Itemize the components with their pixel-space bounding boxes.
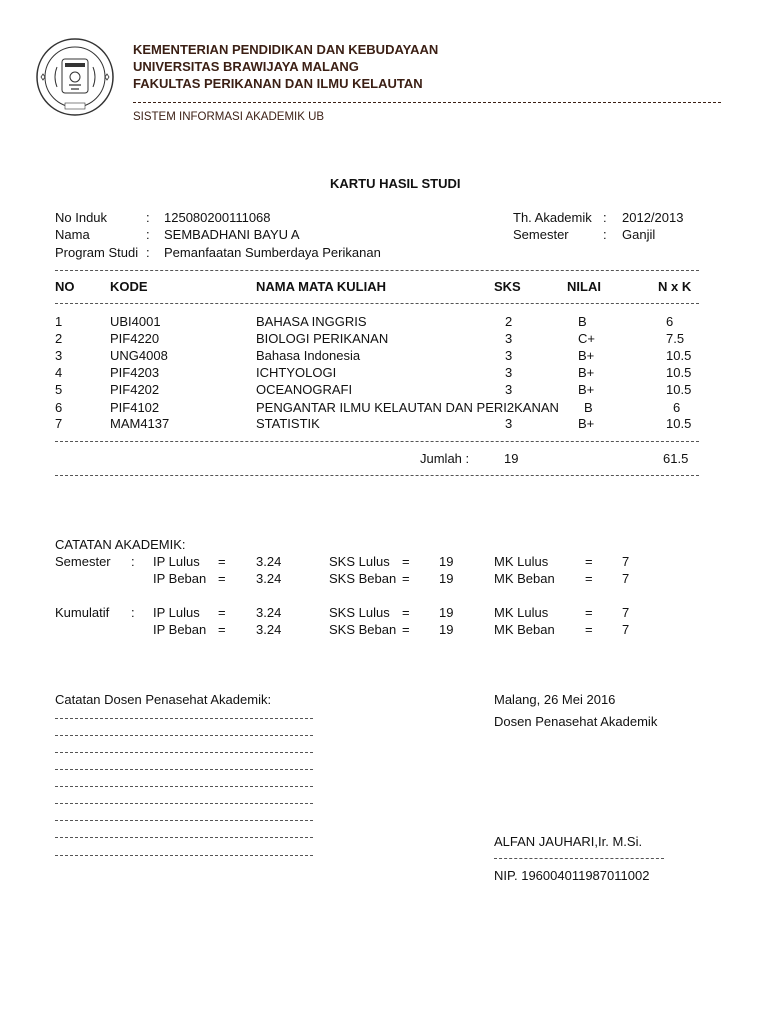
kumulatif-beban-row [0, 622, 768, 639]
university-name: UNIVERSITAS BRAWIJAYA MALANG [133, 59, 359, 74]
header-nama: NAMA MATA KULIAH [256, 279, 386, 294]
colon: : [603, 210, 607, 225]
table-row [0, 348, 768, 365]
colon: : [603, 227, 607, 242]
cell-nama: STATISTIK [256, 416, 320, 431]
cell-nxk: 6 [673, 400, 681, 415]
equals: = [585, 605, 593, 620]
equals: = [218, 605, 226, 620]
catatan-title: CATATAN AKADEMIK: [55, 537, 186, 552]
mk-beban-label: MK Beban [494, 622, 555, 637]
th-akademik-label: Th. Akademik [513, 210, 592, 225]
cell-sks: 3 [505, 331, 513, 346]
ip-lulus-label: IP Lulus [153, 605, 200, 620]
table-bottom-divider [55, 441, 699, 442]
nama-value: SEMBADHANI BAYU A [164, 227, 300, 242]
kumulatif-lulus-row [0, 605, 768, 622]
table-top-divider [55, 270, 699, 271]
mk-lulus-value: 7 [622, 605, 630, 620]
faculty-name: FAKULTAS PERIKANAN DAN ILMU KELAUTAN [133, 76, 423, 91]
sks-beban-label: SKS Beban [329, 571, 397, 586]
signature-line [494, 858, 664, 859]
cell-sks: 3 [505, 365, 513, 380]
cell-kode: MAM4137 [110, 416, 170, 431]
dosen-nip: NIP. 196004011987011002 [494, 868, 650, 883]
colon: : [146, 227, 150, 242]
cell-kode: PIF4203 [110, 365, 160, 380]
ip-beban-label: IP Beban [153, 571, 207, 586]
university-logo [35, 37, 115, 117]
cell-no: 4 [55, 365, 63, 380]
prodi-label: Program Studi [55, 245, 139, 260]
table-row [0, 400, 768, 417]
cell-no: 7 [55, 416, 63, 431]
cell-nama: Bahasa Indonesia [256, 348, 361, 363]
colon: : [131, 554, 135, 569]
cell-kode: UNG4008 [110, 348, 168, 363]
system-name: SISTEM INFORMASI AKADEMIK UB [133, 111, 325, 123]
cell-nxk: 10.5 [666, 348, 692, 363]
note-line [55, 769, 313, 770]
cell-nilai: B+ [578, 365, 595, 380]
cell-sks: 2 [505, 314, 513, 329]
no-induk-value: 125080200111068 [164, 210, 271, 225]
note-line [55, 803, 313, 804]
cell-no: 1 [55, 314, 63, 329]
document-title: KARTU HASIL STUDI [330, 176, 461, 191]
jumlah-nxk: 61.5 [663, 451, 689, 466]
cell-no: 3 [55, 348, 63, 363]
cell-nama: ICHTYOLOGI [256, 365, 337, 380]
colon: : [131, 605, 135, 620]
note-line [55, 786, 313, 787]
th-akademik-value: 2012/2013 [622, 210, 684, 225]
ip-lulus-label: IP Lulus [153, 554, 200, 569]
cell-nilai: B+ [578, 416, 595, 431]
cell-kode: UBI4001 [110, 314, 161, 329]
ip-beban-value: 3.24 [256, 622, 282, 637]
sks-lulus-label: SKS Lulus [329, 605, 390, 620]
sks-lulus-value: 19 [439, 605, 454, 620]
mk-beban-label: MK Beban [494, 571, 555, 586]
semester-lulus-row [0, 554, 768, 571]
equals: = [218, 622, 226, 637]
dosen-name: ALFAN JAUHARI,Ir. M.Si. [494, 834, 643, 849]
ministry-name: KEMENTERIAN PENDIDIKAN DAN KEBUDAYAAN [133, 42, 439, 57]
kumulatif-label: Kumulatif [55, 605, 110, 620]
header-no: NO [55, 279, 75, 294]
equals: = [402, 622, 410, 637]
header-nxk: N x K [658, 279, 692, 294]
cell-sks: 3 [505, 382, 513, 397]
table-row [0, 365, 768, 382]
sks-lulus-value: 19 [439, 554, 454, 569]
cell-nama: OCEANOGRAFI [256, 382, 353, 397]
cell-no: 5 [55, 382, 63, 397]
mk-lulus-label: MK Lulus [494, 554, 549, 569]
ip-lulus-value: 3.24 [256, 605, 282, 620]
table-row [0, 331, 768, 348]
cell-nxk: 10.5 [666, 365, 692, 380]
cell-nama: BIOLOGI PERIKANAN [256, 331, 389, 346]
sks-beban-value: 19 [439, 622, 454, 637]
equals: = [585, 571, 593, 586]
cell-nxk: 10.5 [666, 382, 692, 397]
colon: : [146, 210, 150, 225]
header-kode: KODE [110, 279, 148, 294]
no-induk-label: No Induk [55, 210, 108, 225]
table-total-row [0, 451, 768, 468]
table-row [0, 382, 768, 399]
cell-nxk: 10.5 [666, 416, 692, 431]
cell-sks: 3 [505, 348, 513, 363]
header-nilai: NILAI [567, 279, 601, 294]
cell-kode: PIF4202 [110, 382, 160, 397]
cell-kode: PIF4102 [110, 400, 160, 415]
mk-beban-value: 7 [622, 622, 630, 637]
cell-no: 6 [55, 400, 63, 415]
note-line [55, 735, 313, 736]
nama-label: Nama [55, 227, 90, 242]
cell-no: 2 [55, 331, 63, 346]
equals: = [402, 605, 410, 620]
equals: = [585, 622, 593, 637]
equals: = [218, 571, 226, 586]
place-date: Malang, 26 Mei 2016 [494, 692, 616, 707]
ip-lulus-value: 3.24 [256, 554, 282, 569]
mk-lulus-value: 7 [622, 554, 630, 569]
cell-nxk: 7.5 [666, 331, 685, 346]
cell-sks: 3 [505, 416, 513, 431]
mk-lulus-label: MK Lulus [494, 605, 549, 620]
cell-nilai: C+ [578, 331, 595, 346]
ip-beban-label: IP Beban [153, 622, 207, 637]
equals: = [218, 554, 226, 569]
semester-label: Semester [513, 227, 569, 242]
equals: = [585, 554, 593, 569]
semester-label: Semester [55, 554, 111, 569]
prodi-value: Pemanfaatan Sumberdaya Perikanan [164, 245, 381, 260]
equals: = [402, 554, 410, 569]
jumlah-sks: 19 [504, 451, 519, 466]
note-line [55, 855, 313, 856]
note-line [55, 752, 313, 753]
semester-beban-row [0, 571, 768, 588]
cell-nama: PENGANTAR ILMU KELAUTAN DAN PERI2KANAN [256, 400, 559, 415]
table-header-divider [55, 303, 699, 304]
note-line [55, 718, 313, 719]
jumlah-label: Jumlah : [420, 451, 470, 466]
ip-beban-value: 3.24 [256, 571, 282, 586]
dosen-note-label: Catatan Dosen Penasehat Akademik: [55, 692, 272, 707]
cell-nilai: B [578, 314, 587, 329]
colon: : [146, 245, 150, 260]
mk-beban-value: 7 [622, 571, 630, 586]
equals: = [402, 571, 410, 586]
semester-value: Ganjil [622, 227, 656, 242]
header-divider [133, 102, 721, 103]
header-sks: SKS [494, 279, 521, 294]
sks-beban-value: 19 [439, 571, 454, 586]
cell-nilai: B+ [578, 382, 595, 397]
cell-nxk: 6 [666, 314, 674, 329]
cell-kode: PIF4220 [110, 331, 160, 346]
table-row [0, 314, 768, 331]
sks-beban-label: SKS Beban [329, 622, 397, 637]
table-header [0, 279, 768, 296]
note-line [55, 820, 313, 821]
sks-lulus-label: SKS Lulus [329, 554, 390, 569]
cell-nama: BAHASA INGGRIS [256, 314, 367, 329]
cell-nilai: B [584, 400, 593, 415]
table-end-divider [55, 475, 699, 476]
dosen-title: Dosen Penasehat Akademik [494, 714, 658, 729]
cell-nilai: B+ [578, 348, 595, 363]
table-row [0, 416, 768, 433]
note-line [55, 837, 313, 838]
